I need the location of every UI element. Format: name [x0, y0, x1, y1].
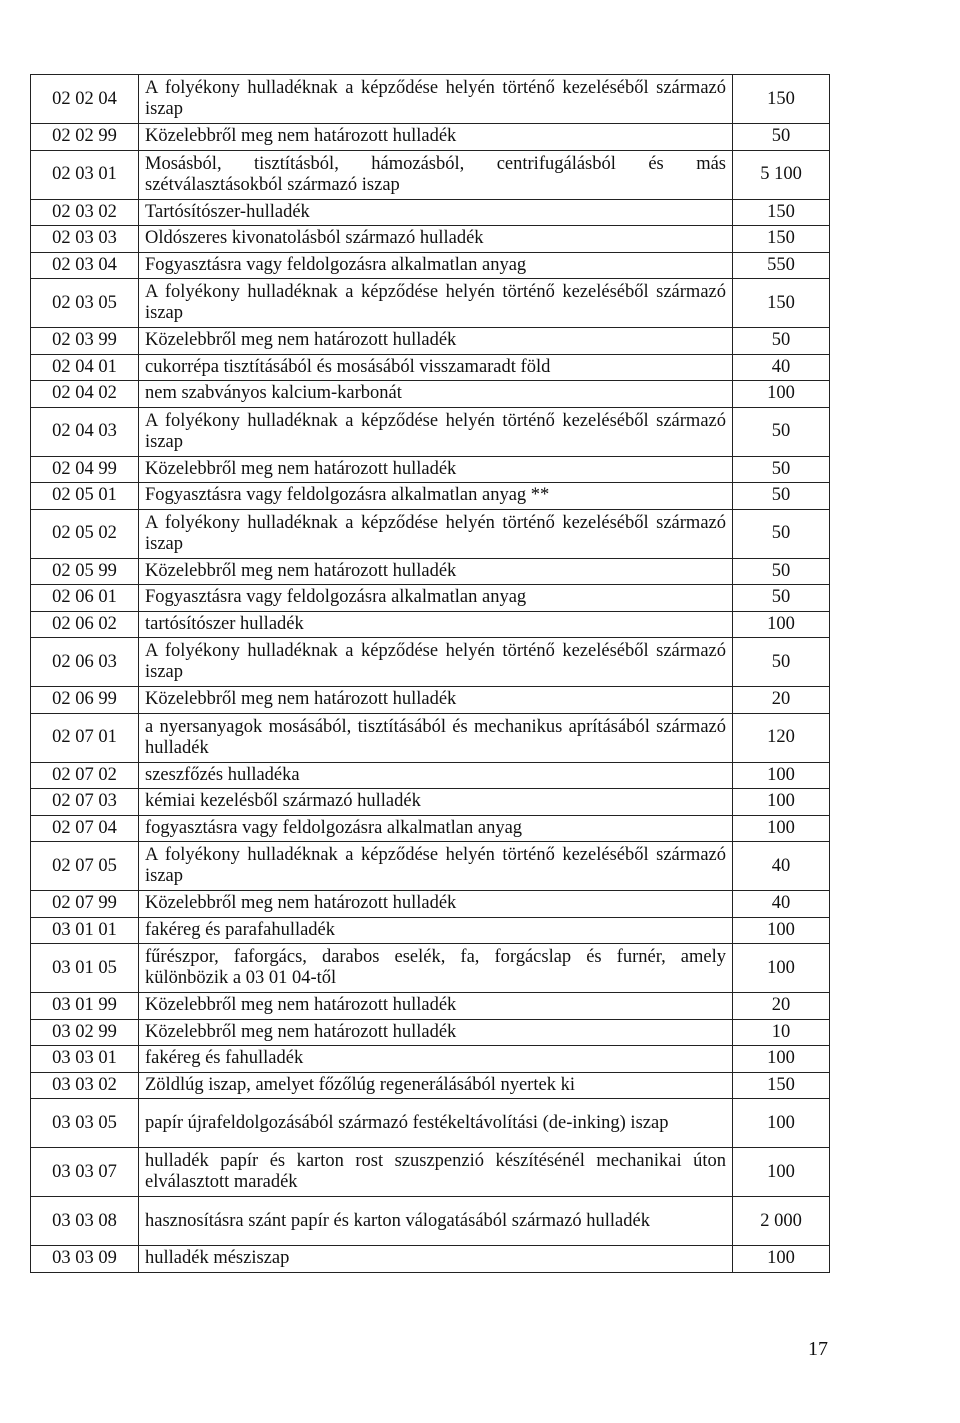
waste-code-cell: 02 06 99	[31, 687, 139, 714]
waste-quantity-cell: 40	[733, 354, 830, 381]
waste-code-cell: 02 04 01	[31, 354, 139, 381]
waste-description-cell: fakéreg és fahulladék	[139, 1046, 733, 1073]
waste-description-cell: tartósítószer hulladék	[139, 611, 733, 638]
waste-quantity-cell: 100	[733, 762, 830, 789]
waste-quantity-cell: 100	[733, 944, 830, 993]
waste-description-cell: A folyékony hulladéknak a képződése helyén történő kezeléséből származó iszap	[139, 279, 733, 328]
table-row	[31, 993, 830, 1020]
waste-code-cell: 02 06 01	[31, 585, 139, 612]
waste-code-cell: 02 03 01	[31, 150, 139, 199]
waste-code-cell: 03 03 01	[31, 1046, 139, 1073]
waste-quantity-cell: 2 000	[733, 1197, 830, 1246]
table-row	[31, 842, 830, 891]
waste-code-cell: 02 02 99	[31, 124, 139, 151]
waste-quantity-cell: 150	[733, 226, 830, 253]
waste-code-cell: 02 04 03	[31, 407, 139, 456]
waste-description-cell: papír újrafeldolgozásából származó festékeltávolítási (de-inking) iszap	[139, 1099, 733, 1148]
table-row	[31, 456, 830, 483]
waste-code-cell: 02 03 02	[31, 199, 139, 226]
waste-quantity-cell: 50	[733, 585, 830, 612]
table-row	[31, 1197, 830, 1246]
waste-code-cell: 02 05 99	[31, 558, 139, 585]
table-row	[31, 891, 830, 918]
table-row	[31, 762, 830, 789]
waste-description-cell: A folyékony hulladéknak a képződése helyén történő kezeléséből származó iszap	[139, 638, 733, 687]
table-row	[31, 354, 830, 381]
waste-description-cell: Közelebbről meg nem határozott hulladék	[139, 993, 733, 1020]
table-row	[31, 1072, 830, 1099]
waste-description-cell: fakéreg és parafahulladék	[139, 917, 733, 944]
waste-quantity-cell: 50	[733, 124, 830, 151]
table-row	[31, 917, 830, 944]
waste-description-cell: fogyasztásra vagy feldolgozásra alkalmatlan anyag	[139, 815, 733, 842]
waste-code-cell: 03 03 05	[31, 1099, 139, 1148]
waste-description-cell: nem szabványos kalcium-karbonát	[139, 381, 733, 408]
table-row	[31, 252, 830, 279]
waste-code-cell: 03 01 01	[31, 917, 139, 944]
table-row	[31, 509, 830, 558]
table-row	[31, 1148, 830, 1197]
waste-quantity-cell: 10	[733, 1019, 830, 1046]
waste-description-cell: Közelebbről meg nem határozott hulladék	[139, 891, 733, 918]
table-row	[31, 687, 830, 714]
table-row	[31, 483, 830, 510]
waste-description-cell: A folyékony hulladéknak a képződése helyén történő kezeléséből származó iszap	[139, 509, 733, 558]
waste-description-cell: cukorrépa tisztításából és mosásából visszamaradt föld	[139, 354, 733, 381]
table-row	[31, 638, 830, 687]
waste-quantity-cell: 550	[733, 252, 830, 279]
waste-description-cell: A folyékony hulladéknak a képződése helyén történő kezeléséből származó iszap	[139, 407, 733, 456]
waste-quantity-cell: 150	[733, 279, 830, 328]
table-row	[31, 1046, 830, 1073]
waste-code-cell: 03 03 07	[31, 1148, 139, 1197]
waste-quantity-cell: 40	[733, 842, 830, 891]
table-row	[31, 199, 830, 226]
table-row	[31, 815, 830, 842]
table-row	[31, 150, 830, 199]
waste-description-cell: Közelebbről meg nem határozott hulladék	[139, 1019, 733, 1046]
waste-description-cell: Közelebbről meg nem határozott hulladék	[139, 687, 733, 714]
waste-quantity-cell: 100	[733, 1148, 830, 1197]
waste-quantity-cell: 20	[733, 687, 830, 714]
table-row	[31, 279, 830, 328]
table-row	[31, 328, 830, 355]
waste-description-cell: Közelebbről meg nem határozott hulladék	[139, 456, 733, 483]
waste-code-cell: 02 06 02	[31, 611, 139, 638]
waste-quantity-cell: 100	[733, 381, 830, 408]
table-body	[31, 75, 830, 1273]
waste-description-cell: A folyékony hulladéknak a képződése helyén történő kezeléséből származó iszap	[139, 842, 733, 891]
table-row	[31, 789, 830, 816]
waste-code-cell: 02 07 05	[31, 842, 139, 891]
waste-code-cell: 02 04 02	[31, 381, 139, 408]
waste-quantity-cell: 20	[733, 993, 830, 1020]
waste-description-cell: hasznosításra szánt papír és karton válogatásából származó hulladék	[139, 1197, 733, 1246]
waste-quantity-cell: 5 100	[733, 150, 830, 199]
table-row	[31, 75, 830, 124]
waste-description-cell: Fogyasztásra vagy feldolgozásra alkalmatlan anyag	[139, 585, 733, 612]
waste-code-cell: 03 02 99	[31, 1019, 139, 1046]
waste-code-cell: 03 03 09	[31, 1246, 139, 1273]
waste-description-cell: Közelebbről meg nem határozott hulladék	[139, 328, 733, 355]
waste-quantity-cell: 50	[733, 456, 830, 483]
waste-code-cell: 03 03 08	[31, 1197, 139, 1246]
waste-code-cell: 02 03 04	[31, 252, 139, 279]
waste-description-cell: Oldószeres kivonatolásból származó hulladék	[139, 226, 733, 253]
waste-description-cell: Tartósítószer-hulladék	[139, 199, 733, 226]
waste-description-cell: szeszfőzés hulladéka	[139, 762, 733, 789]
waste-code-cell: 02 03 99	[31, 328, 139, 355]
page-number: 17	[808, 1338, 828, 1360]
table-row	[31, 944, 830, 993]
waste-quantity-cell: 50	[733, 407, 830, 456]
waste-quantity-cell: 100	[733, 1246, 830, 1273]
table-row	[31, 381, 830, 408]
waste-description-cell: Közelebbről meg nem határozott hulladék	[139, 558, 733, 585]
waste-quantity-cell: 50	[733, 558, 830, 585]
waste-quantity-cell: 50	[733, 328, 830, 355]
waste-quantity-cell: 50	[733, 509, 830, 558]
waste-quantity-cell: 120	[733, 713, 830, 762]
waste-code-cell: 02 07 04	[31, 815, 139, 842]
table-row	[31, 611, 830, 638]
waste-code-cell: 02 03 05	[31, 279, 139, 328]
waste-code-cell: 02 07 01	[31, 713, 139, 762]
waste-code-cell: 02 05 01	[31, 483, 139, 510]
waste-quantity-cell: 100	[733, 917, 830, 944]
waste-quantity-cell: 100	[733, 789, 830, 816]
waste-code-table	[30, 74, 830, 1273]
waste-code-cell: 02 04 99	[31, 456, 139, 483]
waste-quantity-cell: 100	[733, 1099, 830, 1148]
waste-code-cell: 02 02 04	[31, 75, 139, 124]
waste-code-cell: 02 07 99	[31, 891, 139, 918]
waste-quantity-cell: 100	[733, 815, 830, 842]
table-row	[31, 124, 830, 151]
table-row	[31, 407, 830, 456]
waste-description-cell: Közelebbről meg nem határozott hulladék	[139, 124, 733, 151]
table-row	[31, 1246, 830, 1273]
waste-description-cell: a nyersanyagok mosásából, tisztításából és mechanikus aprításából származó hulladék	[139, 713, 733, 762]
waste-quantity-cell: 50	[733, 638, 830, 687]
waste-description-cell: fűrészpor, faforgács, darabos eselék, fa, forgácslap és furnér, amely különbözik a 03 01 04-től	[139, 944, 733, 993]
waste-quantity-cell: 40	[733, 891, 830, 918]
waste-description-cell: Mosásból, tisztításból, hámozásból, centrifugálásból és más szétválasztásokból származó iszap	[139, 150, 733, 199]
waste-description-cell: hulladék mésziszap	[139, 1246, 733, 1273]
waste-quantity-cell: 150	[733, 1072, 830, 1099]
table-row	[31, 1099, 830, 1148]
waste-code-cell: 02 07 03	[31, 789, 139, 816]
waste-code-cell: 03 01 05	[31, 944, 139, 993]
waste-description-cell: A folyékony hulladéknak a képződése helyén történő kezeléséből származó iszap	[139, 75, 733, 124]
waste-quantity-cell: 100	[733, 1046, 830, 1073]
table-row	[31, 713, 830, 762]
waste-code-cell: 02 06 03	[31, 638, 139, 687]
table-row	[31, 1019, 830, 1046]
waste-quantity-cell: 50	[733, 483, 830, 510]
waste-description-cell: Fogyasztásra vagy feldolgozásra alkalmatlan anyag	[139, 252, 733, 279]
waste-code-cell: 03 03 02	[31, 1072, 139, 1099]
table-row	[31, 585, 830, 612]
waste-quantity-cell: 150	[733, 199, 830, 226]
waste-quantity-cell: 150	[733, 75, 830, 124]
waste-code-cell: 02 05 02	[31, 509, 139, 558]
table-row	[31, 558, 830, 585]
waste-description-cell: hulladék papír és karton rost szuszpenzió készítésénél mechanikai úton elválasztott maradék	[139, 1148, 733, 1197]
waste-code-cell: 02 03 03	[31, 226, 139, 253]
table-row	[31, 226, 830, 253]
waste-code-cell: 02 07 02	[31, 762, 139, 789]
waste-description-cell: Fogyasztásra vagy feldolgozásra alkalmatlan anyag **	[139, 483, 733, 510]
waste-quantity-cell: 100	[733, 611, 830, 638]
waste-description-cell: Zöldlúg iszap, amelyet főzőlúg regenerálásából nyertek ki	[139, 1072, 733, 1099]
waste-code-cell: 03 01 99	[31, 993, 139, 1020]
waste-description-cell: kémiai kezelésből származó hulladék	[139, 789, 733, 816]
